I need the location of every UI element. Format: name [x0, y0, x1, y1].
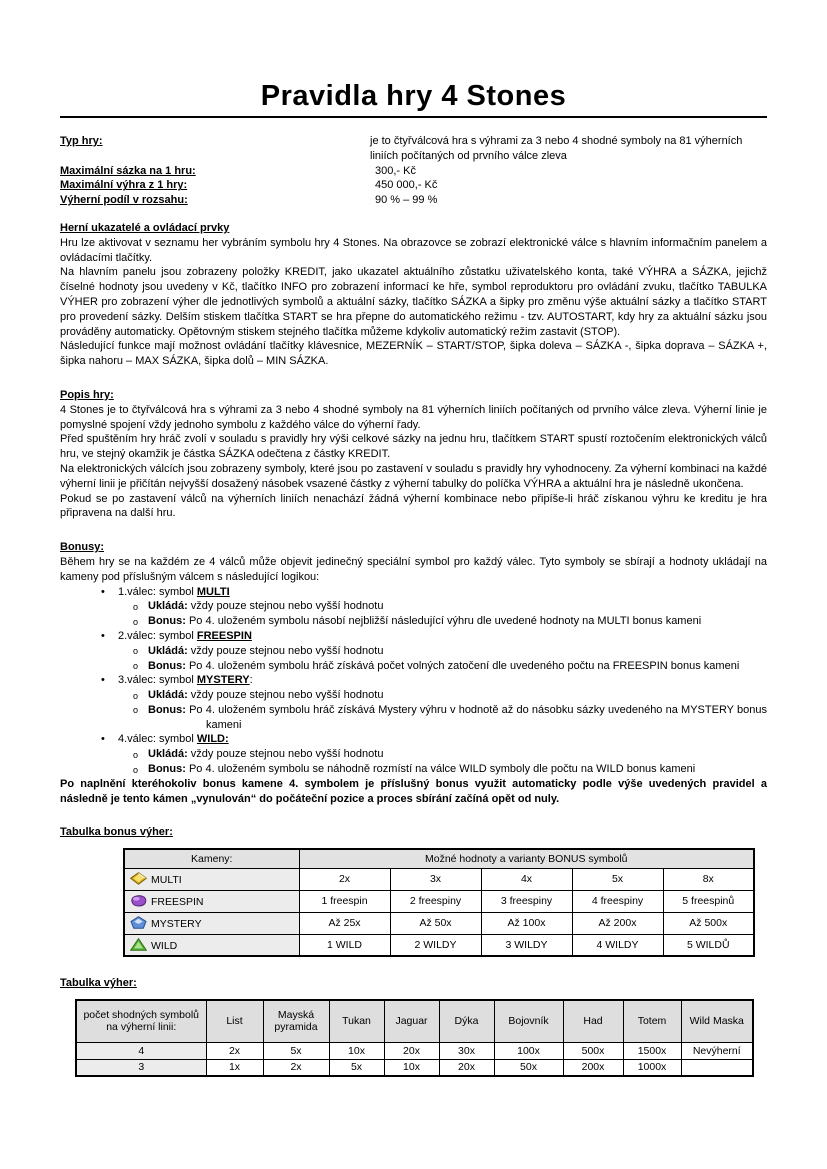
section-bonus-table [60, 825, 767, 957]
bonus-table [123, 848, 755, 957]
section-heading: Bonusy: [60, 541, 104, 554]
match-count-cell: 3 [76, 1059, 206, 1076]
table-cell: 3 freespiny [481, 890, 572, 912]
table-cell: 50x [494, 1059, 563, 1076]
table-cell: 8x [663, 868, 754, 890]
table-cell: 100x [494, 1042, 563, 1059]
subitem-label: Bonus: [148, 703, 186, 716]
bullet-text: 2.válec: symbol [118, 629, 197, 642]
bonus-footer-note: Po naplnění kteréhokoliv bonus kamene 4. symbolem je příslušný bonus využit automaticky podle výše uvedených pravidel a následně je tento kámen „vynulován“ do počáteční pozice a proces sbírání začíná opět od nuly. [60, 777, 767, 805]
game-info-block [60, 134, 767, 208]
table-cell: 5x [572, 868, 663, 890]
column-header: počet shodných symbolů na výherní linii: [76, 1000, 206, 1042]
table-cell: 1x [206, 1059, 263, 1076]
section-bonuses [60, 540, 767, 806]
paragraph: Na hlavním panelu jsou zobrazeny položky KREDIT, jako ukazatel aktuálního zůstatku uživatelského konta, také VÝHRA a SÁZKA, jejichž číselné hodnoty jsou uvedeny v Kč, tlačítko INFO pro zobrazení informací ke hře, symbol reproduktoru pro ovládání zvuku, tlačítko TABULKA VÝHER pro zobrazení výher dle jednotlivých symbolů a aktuální sázky, tlačítko SÁZKA a šipky pro změnu výše aktuální sázky a tlačítko START pro provedení sázky. Delším stiskem tlačítka START se hra přepne do automatického režimu - tzv. AUTOSTART, kdy hry za aktuální sázku jsou prováděny automaticky. Opětovným stiskem stejného tlačítka můžeme kdykoliv automatický režim zastavit (STOP). [60, 266, 767, 338]
stone-name-cell [124, 934, 299, 956]
bonus-symbol-name: FREESPIN [196, 629, 252, 642]
table-cell: 5x [329, 1059, 384, 1076]
paragraph: Pokud se po zastavení válců na výherních liniích nenachází žádná výherní kombinace nebo připíše-li hráč získanou výhru ke kreditu je hra připravena na další hru. [60, 492, 767, 520]
bonus-rule-subitem [60, 762, 767, 777]
title-divider [60, 116, 767, 118]
bonus-rule-subitem [60, 747, 767, 762]
subitem-text: Po 4. uloženém symbolu násobí nejbližší následující výhru dle uvedené hodnoty na MULTI bonus kameni [185, 615, 702, 628]
stone-name: MULTI [151, 874, 182, 887]
subitem-label: Ukládá: [148, 600, 188, 613]
table-cell: 500x [563, 1042, 623, 1059]
info-value: 450 000,- Kč [375, 179, 438, 192]
paragraph: Následující funkce mají možnost ovládání tlačítky klávesnice, MEZERNÍK – START/STOP, šipka doleva – SÁZKA -, šipka doprava – SÁZKA +, šipka nahoru – MAX SÁZKA, šipka dolů – MIN SÁZKA. [60, 340, 767, 368]
bonus-symbol-name: MYSTERY [196, 674, 250, 687]
info-label: Typ hry: [60, 135, 103, 147]
info-label: Maximální výhra z 1 hry: [60, 179, 188, 192]
bonus-rule-item [60, 585, 767, 600]
section-win-table [60, 976, 767, 1077]
column-header: Bojovník [494, 1000, 563, 1042]
bullet-text: 3.válec: symbol [118, 674, 197, 687]
column-header: Možné hodnoty a varianty BONUS symbolů [299, 849, 754, 868]
table-cell: Až 100x [481, 912, 572, 934]
table-cell: 1000x [623, 1059, 681, 1076]
table-cell: 30x [439, 1042, 494, 1059]
bonus-rule-subitem [60, 614, 767, 629]
bonus-rule-item [60, 673, 767, 688]
subitem-text: Po 4. uloženém symbolu hráč získává Mystery výhru v hodnotě až do násobku sázky uvedeného na MYSTERY bonus kameni [185, 703, 767, 731]
bonus-rule-item [60, 732, 767, 747]
column-header: Mayská pyramida [263, 1000, 329, 1042]
info-value: je to čtyřválcová hra s výhrami za 3 nebo 4 shodné symboly na 81 výherních liniích počítaných od prvního válce zleva [370, 135, 743, 162]
paragraph: Na elektronických válcích jsou zobrazeny symboly, které jsou po zastavení v souladu s pravidly hry vyhodnoceny. Za výherní kombinaci na každé výherní linii je přičítán nejvyšší dosažený násobek vsazené částky z výherní tabulky do políčka VÝHRA a aktuální hra je následně ukončena. [60, 462, 767, 490]
bonus-rule-subitem [60, 599, 767, 614]
table-header-row [124, 849, 754, 868]
info-value: 300,- Kč [375, 164, 416, 177]
table-cell: 5 WILDŮ [663, 934, 754, 956]
bullet-text: 4.válec: symbol [118, 733, 197, 746]
table-cell [681, 1059, 753, 1076]
table-row [124, 934, 754, 956]
subitem-text: vždy pouze stejnou nebo vyšší hodnotu [187, 600, 384, 613]
table-cell: 10x [329, 1042, 384, 1059]
table-cell: 1 WILD [299, 934, 390, 956]
subitem-text: Po 4. uloženém symbolu se náhodně rozmístí na válce WILD symboly dle počtu na WILD bonus kameni [185, 763, 696, 776]
paragraph: Hru lze aktivovat v seznamu her vybráním symbolu hry 4 Stones. Na obrazovce se zobrazí elektronické válce s hlavním informačním panelem a ovládacími tlačítky. [60, 236, 767, 264]
match-count-cell: 4 [76, 1042, 206, 1059]
column-header: Kameny: [124, 849, 299, 868]
table-cell: 3 WILDY [481, 934, 572, 956]
section-description [60, 388, 767, 521]
section-heading: Popis hry: [60, 388, 114, 401]
paragraph: Během hry se na každém ze 4 válců může objevit jedinečný speciální symbol pro každý válec. Tyto symboly se sbírají a hodnoty ukládají na kameny pod příslušným válcem s následující logikou: [60, 555, 767, 583]
paragraph: Před spuštěním hry hráč zvolí v souladu s pravidly hry výši celkové sázky na jednu hru, tlačítkem START spustí roztočením elektronických válců hru, ve stejný okamžik je částka SÁZKA odečtena z částky KREDIT. [60, 433, 767, 461]
info-value: 90 % – 99 % [375, 194, 438, 207]
table-cell: 200x [563, 1059, 623, 1076]
subitem-text: Po 4. uloženém symbolu hráč získává počet volných zatočení dle uvedeného počtu na FREESPIN bonus kameni [185, 659, 740, 672]
stone-name: MYSTERY [151, 918, 202, 931]
bonus-rule-subitem [60, 644, 767, 659]
table-cell: 4x [481, 868, 572, 890]
table-cell: 10x [384, 1059, 439, 1076]
column-header: List [206, 1000, 263, 1042]
subitem-text: vždy pouze stejnou nebo vyšší hodnotu [187, 644, 384, 657]
bonus-symbol-name: MULTI [196, 585, 230, 598]
subitem-text: vždy pouze stejnou nebo vyšší hodnotu [187, 689, 384, 702]
column-header: Jaguar [384, 1000, 439, 1042]
bonus-symbol-name: WILD: [196, 733, 229, 746]
table-row [124, 890, 754, 912]
stone-name-cell [124, 912, 299, 934]
subitem-label: Bonus: [148, 659, 186, 672]
table-cell: Až 500x [663, 912, 754, 934]
info-label: Výherní podíl v rozsahu: [60, 194, 188, 207]
table-cell: 2x [263, 1059, 329, 1076]
win-table-heading: Tabulka výher: [60, 977, 137, 990]
bonus-rule-subitem [60, 703, 767, 733]
table-cell: 1 freespin [299, 890, 390, 912]
table-cell: Až 25x [299, 912, 390, 934]
subitem-label: Ukládá: [148, 689, 188, 702]
table-cell: 2 freespiny [390, 890, 481, 912]
table-cell: 3x [390, 868, 481, 890]
table-cell: 5x [263, 1042, 329, 1059]
table-header-row [76, 1000, 753, 1042]
stone-name: WILD [151, 940, 178, 953]
table-cell: Nevýherní [681, 1042, 753, 1059]
section-heading: Herní ukazatelé a ovládací prvky [60, 221, 230, 234]
subitem-label: Ukládá: [148, 644, 188, 657]
table-cell: 20x [384, 1042, 439, 1059]
stone-name-cell [124, 890, 299, 912]
table-cell: 2x [206, 1042, 263, 1059]
multi-gem-icon [130, 872, 147, 885]
table-cell: 1500x [623, 1042, 681, 1059]
table-cell: 2x [299, 868, 390, 890]
win-table [75, 999, 754, 1077]
table-cell: 20x [439, 1059, 494, 1076]
table-cell: 5 freespinů [663, 890, 754, 912]
wild-gem-icon [130, 938, 147, 951]
table-cell: 2 WILDY [390, 934, 481, 956]
column-header: Had [563, 1000, 623, 1042]
bullet-text: : [249, 674, 253, 687]
table-row [76, 1059, 753, 1076]
subitem-label: Bonus: [148, 615, 186, 628]
stone-name-cell [124, 868, 299, 890]
bonus-table-heading: Tabulka bonus výher: [60, 826, 173, 839]
subitem-label: Bonus: [148, 763, 186, 776]
document-title: Pravidla hry 4 Stones [260, 80, 567, 112]
table-row [124, 912, 754, 934]
info-label: Maximální sázka na 1 hru: [60, 164, 196, 177]
bonus-rule-subitem [60, 688, 767, 703]
table-cell: Až 200x [572, 912, 663, 934]
column-header: Dýka [439, 1000, 494, 1042]
column-header: Totem [623, 1000, 681, 1042]
stone-name: FREESPIN [151, 896, 204, 909]
table-row [124, 868, 754, 890]
subitem-text: vždy pouze stejnou nebo vyšší hodnotu [187, 748, 384, 761]
table-cell: 4 WILDY [572, 934, 663, 956]
subitem-label: Ukládá: [148, 748, 188, 761]
bonus-rule-item [60, 629, 767, 644]
table-cell: Až 50x [390, 912, 481, 934]
freespin-gem-icon [130, 894, 147, 907]
paragraph: 4 Stones je to čtyřválcová hra s výhrami za 3 nebo 4 shodné symboly na 81 výherních liniích počítaných od prvního válce zleva. Výherní linie je pomyslné spojení vždy jednoho symbolu z každého válce do výherní řady. [60, 403, 767, 431]
bonus-rule-subitem [60, 659, 767, 674]
mystery-gem-icon [130, 916, 147, 929]
table-row [76, 1042, 753, 1059]
bullet-text: 1.válec: symbol [118, 585, 197, 598]
column-header: Tukan [329, 1000, 384, 1042]
table-cell: 4 freespiny [572, 890, 663, 912]
column-header: Wild Maska [681, 1000, 753, 1042]
section-controls [60, 221, 767, 369]
